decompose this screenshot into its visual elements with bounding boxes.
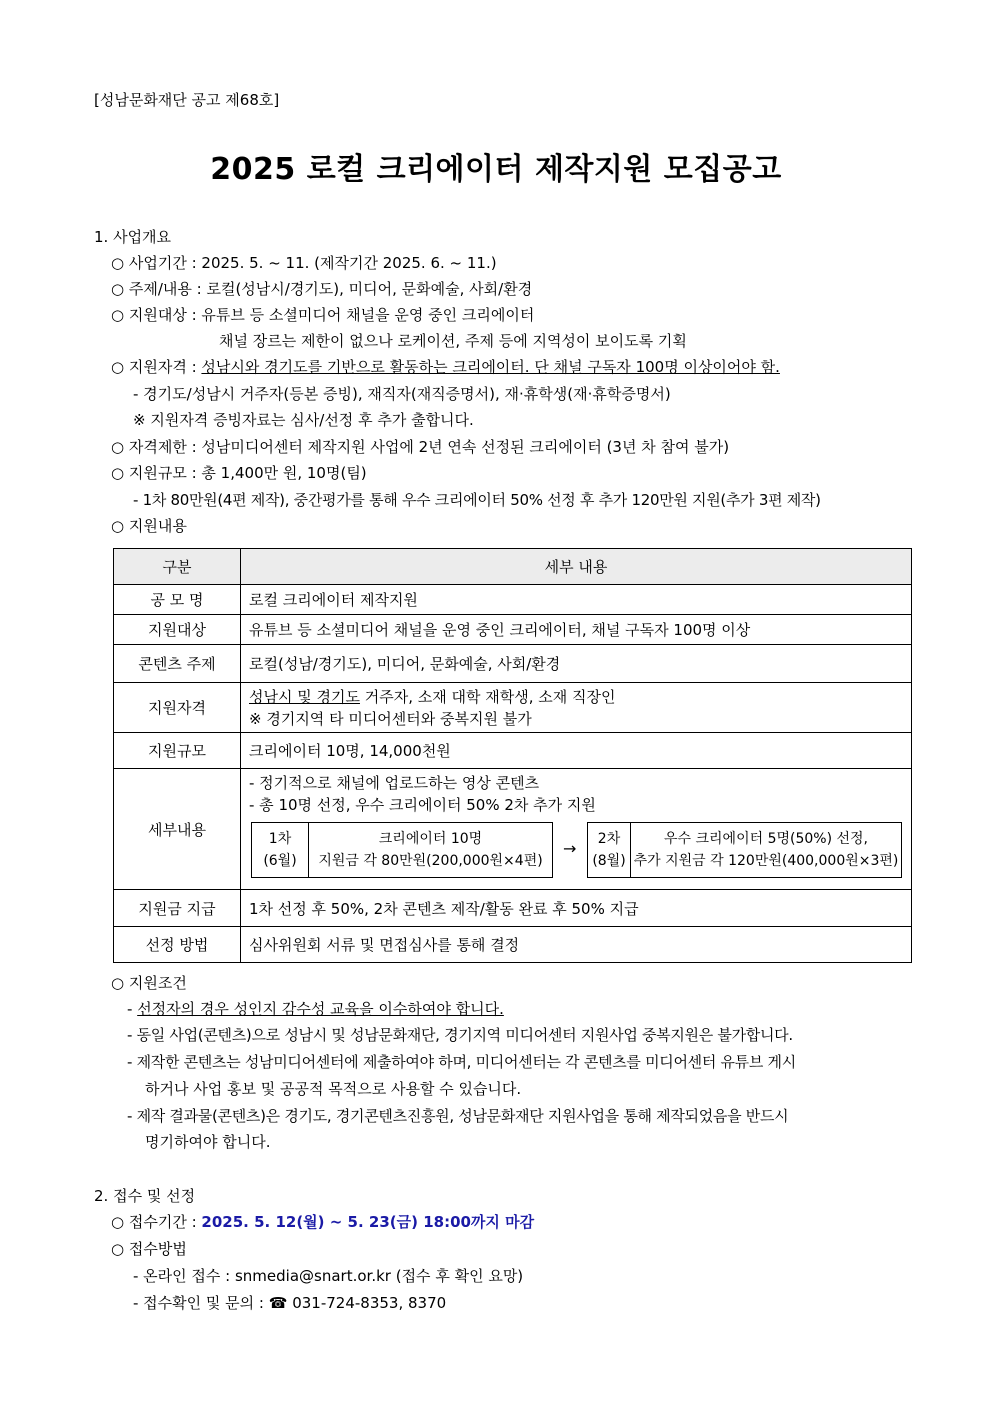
qualification-underlined: 성남시와 경기도를 기반으로 활동하는 크리에이터. 단 채널 구독자 100명 이상이어야 함. bbox=[201, 358, 780, 376]
flow-stage2-line2: 추가 지원금 각 120만원(400,000원×3편) bbox=[633, 853, 899, 869]
qualification-note: ※ 지원자격 증빙자료는 심사/선정 후 추가 출합니다. bbox=[133, 411, 474, 429]
qualification-cell-underlined: 성남시 및 경기도 bbox=[249, 687, 360, 706]
table-cell-label: 공 모 명 bbox=[114, 585, 241, 615]
table-row bbox=[114, 927, 912, 963]
flow-stage1-line2: 지원금 각 80만원(200,000원×4편) bbox=[318, 853, 543, 869]
table-cell-label: 지원금 지급 bbox=[114, 890, 241, 927]
condition-4a: - 제작 결과물(콘텐츠)은 경기도, 경기콘텐츠진흥원, 성남문화재단 지원사업을 통해 제작되었음을 반드시 bbox=[127, 1107, 789, 1125]
table-row bbox=[114, 683, 912, 733]
support-table bbox=[113, 548, 912, 963]
table-cell-label: 지원규모 bbox=[114, 733, 241, 769]
conditions-heading: ○ 지원조건 bbox=[111, 974, 187, 992]
support-flow bbox=[249, 822, 903, 878]
table-cell-value: 로컬 크리에이터 제작지원 bbox=[241, 585, 912, 615]
flow-stage2-line1: 우수 크리에이터 5명(50%) 선정, bbox=[664, 831, 868, 847]
flow-stage1-line1: 크리에이터 10명 bbox=[378, 831, 483, 847]
table-cell-value: 유튜브 등 소셜미디어 채널을 운영 중인 크리에이터, 채널 구독자 100명 이상 bbox=[241, 615, 912, 645]
contact-info: - 접수확인 및 문의 : ☎ 031-724-8353, 8370 bbox=[133, 1294, 447, 1312]
application-period-prefix: ○ 접수기간 : bbox=[111, 1213, 202, 1231]
support-target-note: 채널 장르는 제한이 없으나 로케이션, 주제 등에 지역성이 보이도록 기획 bbox=[219, 332, 687, 350]
table-cell-value: 크리에이터 10명, 14,000천원 bbox=[241, 733, 912, 769]
flow-stage1 bbox=[251, 822, 553, 878]
application-period bbox=[111, 1212, 534, 1232]
qualification-sub: - 경기도/성남시 거주자(등본 증빙), 재직자(재직증명서), 재·휴학생(재·휴학증명서) bbox=[133, 385, 671, 403]
table-cell-label: 세부내용 bbox=[114, 769, 241, 890]
table-header-category: 구분 bbox=[114, 549, 241, 585]
restriction: ○ 자격제한 : 성남미디어센터 제작지원 사업에 2년 연속 선정된 크리에이터 (3년 차 참여 불가) bbox=[111, 438, 730, 456]
support-scale: ○ 지원규모 : 총 1,400만 원, 10명(팀) bbox=[111, 464, 367, 482]
page-title: 2025 로컬 크리에이터 제작지원 모집공고 bbox=[210, 152, 782, 187]
condition-4b: 명기하여야 합니다. bbox=[145, 1133, 271, 1151]
application-method: ○ 접수방법 bbox=[111, 1240, 187, 1258]
flow-stage1-round: 1차 bbox=[268, 831, 292, 847]
table-header-row bbox=[114, 549, 912, 585]
table-cell-value: 심사위원회 서류 및 면접심사를 통해 결정 bbox=[241, 927, 912, 963]
table-cell-label: 지원대상 bbox=[114, 615, 241, 645]
flow-stage2 bbox=[587, 822, 902, 878]
table-row bbox=[114, 615, 912, 645]
condition-2: - 동일 사업(콘텐츠)으로 성남시 및 성남문화재단, 경기지역 미디어센터 지원사업 중복지원은 불가합니다. bbox=[127, 1026, 793, 1044]
table-cell-value: 로컬(성남/경기도), 미디어, 문화예술, 사회/환경 bbox=[241, 645, 912, 683]
section2-heading: 2. 접수 및 선정 bbox=[94, 1187, 196, 1205]
qualification-cell-line1 bbox=[249, 686, 903, 708]
table-row bbox=[114, 769, 912, 890]
notice-number: [성남문화재단 공고 제68호] bbox=[94, 91, 280, 109]
condition-1 bbox=[127, 999, 504, 1019]
flow-stage1-month: (6월) bbox=[263, 853, 297, 869]
flow-stage2-round: 2차 bbox=[597, 831, 621, 847]
table-row bbox=[114, 890, 912, 927]
table-row bbox=[114, 645, 912, 683]
section1-heading: 1. 사업개요 bbox=[94, 228, 172, 246]
table-cell-label: 지원자격 bbox=[114, 683, 241, 733]
qualification-cell-rest: 거주자, 소재 대학 재학생, 소재 직장인 bbox=[359, 687, 616, 706]
flow-stage2-month: (8월) bbox=[592, 853, 626, 869]
qualification-prefix: ○ 지원자격 : bbox=[111, 358, 202, 376]
support-content-label: ○ 지원내용 bbox=[111, 517, 187, 535]
business-topic: ○ 주제/내용 : 로컬(성남시/경기도), 미디어, 문화예술, 사회/환경 bbox=[111, 280, 533, 298]
qualification bbox=[111, 357, 780, 377]
condition-1-prefix: - bbox=[127, 1000, 138, 1018]
detail-line2: - 총 10명 선정, 우수 크리에이터 50% 2차 추가 지원 bbox=[249, 796, 596, 814]
detail-line1: - 정기적으로 채널에 업로드하는 영상 콘텐츠 bbox=[249, 774, 540, 792]
table-row bbox=[114, 733, 912, 769]
table-header-detail: 세부 내용 bbox=[241, 549, 912, 585]
table-row bbox=[114, 585, 912, 615]
table-cell-value bbox=[241, 683, 912, 733]
business-period: ○ 사업기간 : 2025. 5. ~ 11. (제작기간 2025. 6. ~ 11.) bbox=[111, 254, 497, 272]
table-cell-value bbox=[241, 769, 912, 890]
condition-1-underlined: 선정자의 경우 성인지 감수성 교육을 이수하여야 합니다. bbox=[137, 1000, 504, 1018]
table-cell-value: 1차 선정 후 50%, 2차 콘텐츠 제작/활동 완료 후 50% 지급 bbox=[241, 890, 912, 927]
condition-3a: - 제작한 콘텐츠는 성남미디어센터에 제출하여야 하며, 미디어센터는 각 콘텐츠를 미디어센터 유튜브 게시 bbox=[127, 1053, 796, 1071]
right-arrow-icon: → bbox=[563, 839, 577, 858]
condition-3b: 하거나 사업 홍보 및 공공적 목적으로 사용할 수 있습니다. bbox=[145, 1080, 522, 1098]
support-scale-sub: - 1차 80만원(4편 제작), 중간평가를 통해 우수 크리에이터 50% 선정 후 추가 120만원 지원(추가 3편 제작) bbox=[133, 491, 821, 509]
qualification-cell-note: ※ 경기지역 타 미디어센터와 중복지원 불가 bbox=[249, 709, 532, 728]
table-cell-label: 콘텐츠 주제 bbox=[114, 645, 241, 683]
online-application: - 온라인 접수 : snmedia@snart.or.kr (접수 후 확인 요망) bbox=[133, 1267, 524, 1285]
table-cell-label: 선정 방법 bbox=[114, 927, 241, 963]
application-period-dates: 2025. 5. 12(월) ~ 5. 23(금) 18:00까지 마감 bbox=[201, 1213, 535, 1231]
support-target: ○ 지원대상 : 유튜브 등 소셜미디어 채널을 운영 중인 크리에이터 bbox=[111, 306, 535, 324]
